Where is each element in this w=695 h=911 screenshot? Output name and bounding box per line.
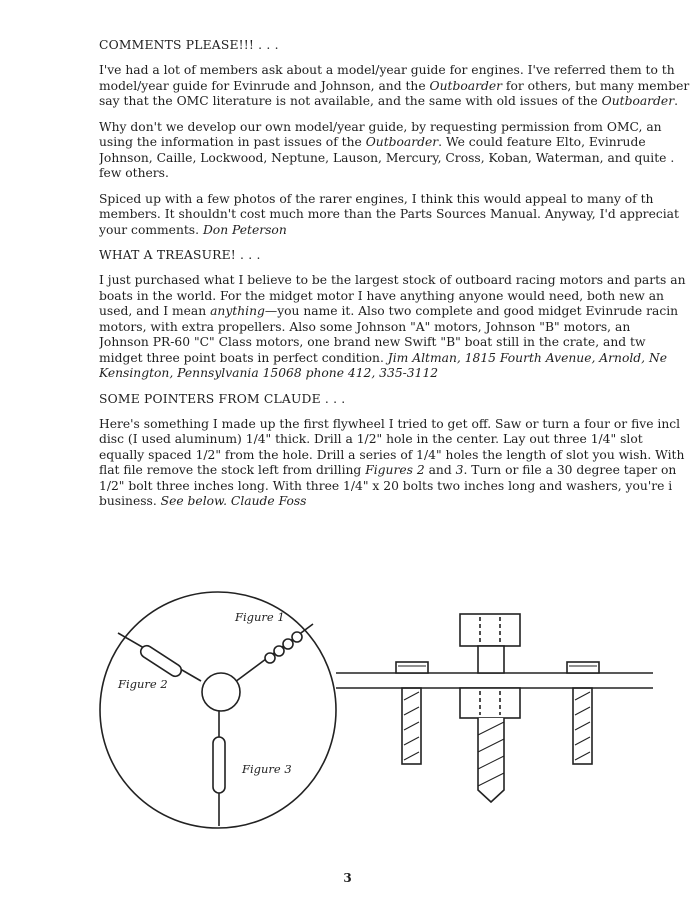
italic-text: Figures 2 — [365, 463, 425, 477]
text-line — [99, 79, 695, 95]
text-run: business. — [99, 494, 161, 508]
text-run: . Turn or file a 30 degree taper on — [463, 463, 677, 477]
text-run: for others, but many member — [502, 78, 690, 93]
paragraph — [99, 273, 695, 382]
text-run: . We could feature Elto, Evinrude — [438, 135, 646, 149]
text-run: equally spaced 1/2" from the hole. Drill a series of 1/4" holes the length of slot you wish. With — [99, 447, 685, 462]
text-line — [99, 289, 695, 305]
text-line — [99, 417, 695, 433]
text-run: few others. — [99, 166, 169, 180]
italic-text: Jim Altman, 1815 Fourth Avenue, Arnold, Ne — [387, 350, 668, 365]
text-line — [99, 207, 695, 223]
section-heading: WHAT A TREASURE! . . . — [99, 248, 261, 262]
italic-text: Outboarder — [601, 94, 675, 108]
article-body — [99, 38, 695, 520]
figure-3-slot — [213, 737, 225, 793]
text-run: I just purchased what I believe to be the largest stock of outboard racing motors and parts an — [99, 273, 686, 287]
text-run: 1/2" bolt three inches long. With three 1/4" x 20 bolts two inches long and washers, you're i — [99, 478, 673, 493]
italic-text: Outboarder — [429, 78, 502, 93]
text-line — [99, 166, 695, 182]
italic-text: Outboarder — [365, 135, 439, 149]
text-line — [99, 192, 695, 208]
text-line — [99, 432, 695, 448]
text-run: model/year guide for Evinrude and Johnson, and the — [99, 78, 430, 93]
figure-3-label: Figure 3 — [242, 762, 292, 776]
italic-text: anything — [210, 304, 265, 318]
text-line — [99, 463, 695, 479]
text-run: flat file remove the stock left from drilling — [99, 463, 366, 477]
text-run: Johnson PR-60 "C" Class motors, one brand new Swift "B" boat still in the crate, and tw — [99, 335, 646, 349]
text-line — [99, 223, 695, 239]
paragraph — [99, 192, 695, 239]
text-run: say that the OMC literature is not available, and the same with old issues of the — [99, 94, 602, 108]
text-run: used, and I mean — [99, 304, 211, 318]
paragraph — [99, 417, 695, 510]
text-line — [99, 320, 695, 336]
italic-text: Don Peterson — [202, 222, 287, 237]
left-small-bolt — [396, 662, 428, 764]
text-line — [99, 273, 695, 289]
text-run: and — [424, 463, 456, 477]
text-line — [99, 135, 695, 151]
center-large-bolt — [460, 614, 520, 802]
figure-1-label: Figure 1 — [235, 610, 285, 624]
text-run: boats in the world. For the midget motor I have anything anyone would need, both new an — [99, 288, 664, 303]
text-line — [99, 448, 695, 464]
text-run: I've had a lot of members ask about a model/year guide for engines. I've referred them to th — [99, 63, 675, 77]
text-run: midget three point boats in perfect condition. — [99, 350, 388, 365]
center-hole — [202, 673, 240, 711]
text-run: members. It shouldn't cost much more than the Parts Sources Manual. Anyway, I'd appreciat — [99, 207, 679, 221]
italic-text: 3 — [455, 463, 464, 477]
text-run: . — [674, 94, 679, 108]
text-line — [99, 94, 695, 110]
section-heading: SOME POINTERS FROM CLAUDE . . . — [99, 391, 346, 406]
text-run: disc (I used aluminum) 1/4" thick. Drill a 1/2" hole in the center. Lay out three 1/4" slot — [99, 432, 643, 446]
text-run: —you name it. Also two complete and good midget Evinrude racin — [264, 304, 679, 318]
section-heading: COMMENTS PLEASE!!! . . . — [99, 38, 279, 52]
text-line — [99, 304, 695, 320]
side-view-plate — [336, 673, 653, 688]
text-line — [99, 351, 695, 367]
paragraph — [99, 120, 695, 182]
text-line — [99, 494, 695, 510]
text-run: Here's something I made up the first flywheel I tried to get off. Saw or turn a four or five incl — [99, 416, 681, 431]
text-run: using the information in past issues of the — [99, 135, 366, 149]
paragraph — [99, 63, 695, 110]
text-run: motors, with extra propellers. Also some Johnson "A" motors, Johnson "B" motors, an — [99, 319, 631, 334]
page-number: 3 — [343, 871, 352, 885]
figure-2-label: Figure 2 — [118, 677, 168, 691]
text-line — [99, 335, 695, 351]
text-line — [99, 479, 695, 495]
text-run: Spiced up with a few photos of the rarer engines, I think this would appeal to many of th — [99, 191, 654, 206]
italic-text: Kensington, Pennsylvania 15068 phone 412, 335-3112 — [99, 366, 439, 380]
text-line — [99, 120, 695, 136]
text-line — [99, 63, 695, 79]
flywheel-puller-diagram — [0, 540, 695, 860]
text-run: your comments. — [99, 222, 203, 237]
text-run: Why don't we develop our own model/year guide, by requesting permission from OMC, an — [99, 119, 662, 134]
text-line — [99, 151, 695, 167]
figure-2-slot — [138, 643, 183, 678]
figure-1-holes — [265, 632, 302, 663]
right-small-bolt — [567, 662, 599, 764]
text-line — [99, 366, 695, 382]
text-run: Johnson, Caille, Lockwood, Neptune, Lauson, Mercury, Cross, Koban, Waterman, and quite . — [99, 150, 675, 165]
italic-text: See below. Claude Foss — [160, 494, 307, 508]
